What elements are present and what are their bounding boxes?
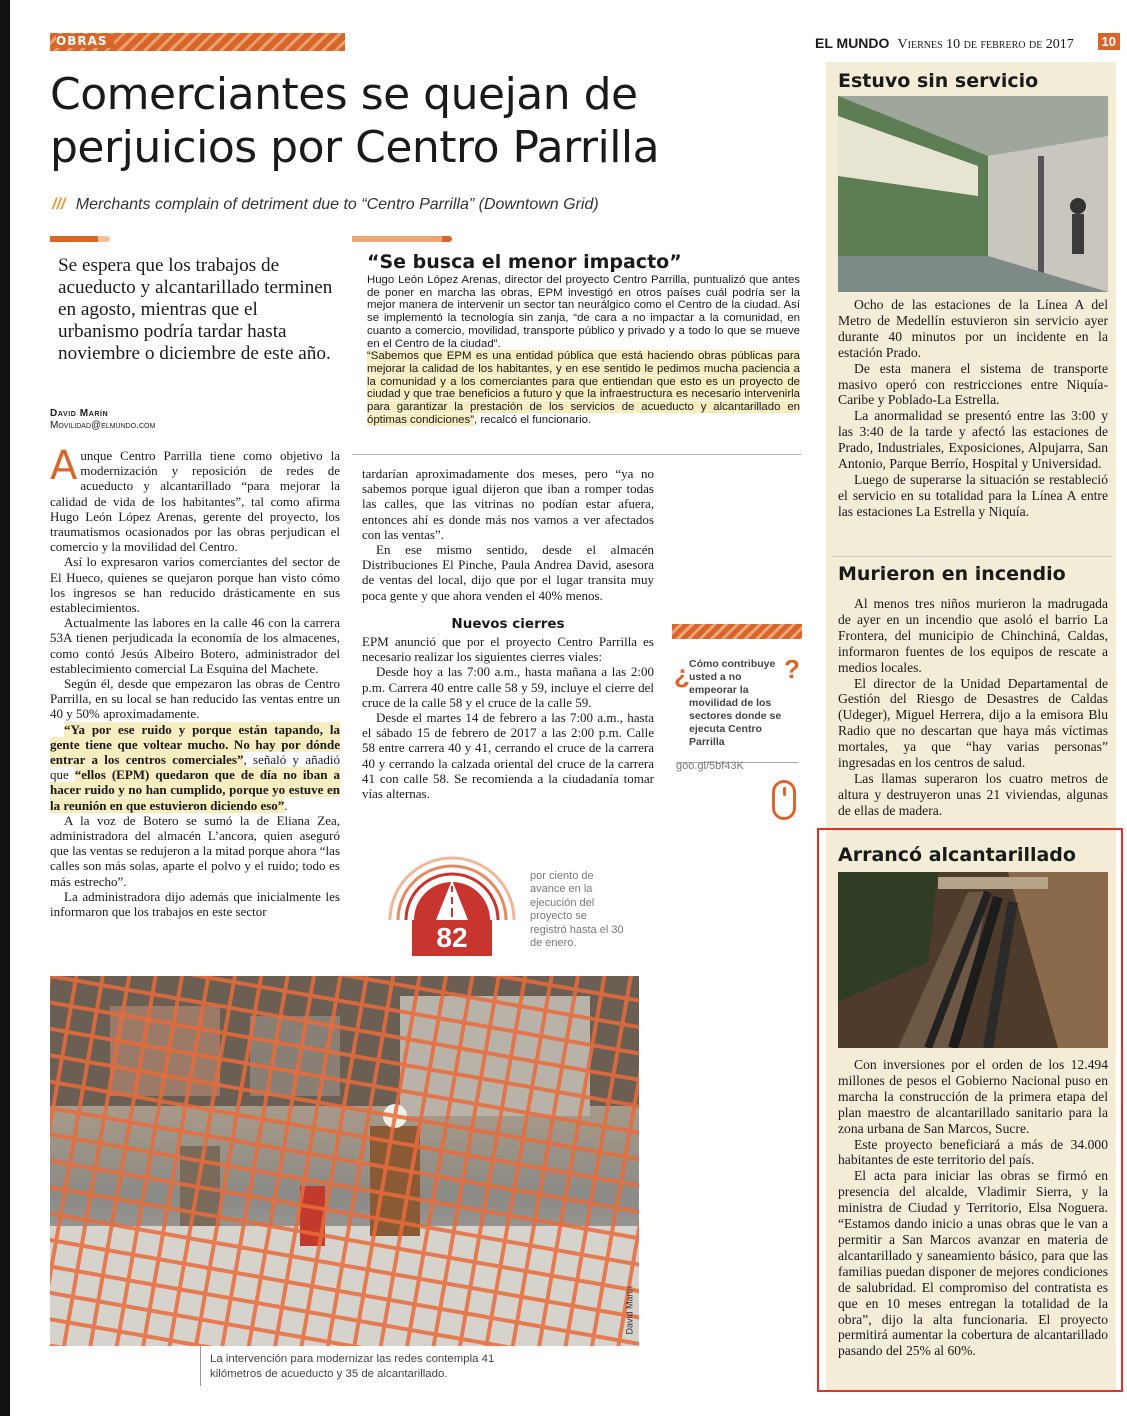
- metro-illustration: [838, 96, 1108, 292]
- quote-bold-2: “ellos (EPM) quedaron que de día no iban a hacer ruido y no han cumplido, porque yo estuve en la reunión en que estuvieron diciendo eso”: [50, 767, 340, 813]
- construction-photo: [50, 976, 639, 1346]
- subtitle-text: Merchants complain of detriment due to “Centro Parrilla” (Downtown Grid): [75, 196, 599, 213]
- photo-credit: David Marín: [625, 1286, 635, 1335]
- progress-text: por ciento de avance en la ejecución del proyecto se registró hasta el 30 de enero.: [530, 870, 624, 950]
- quote-bold: “Ya por ese ruido y porque están tapando, la gente tiene que voltear mucho. No hay por dónde entrar a los centros comerciales”: [50, 721, 340, 768]
- headline-line-2: perjuicios por Centro Parrilla: [50, 122, 660, 173]
- paragraph: Así lo expresaron varios comerciantes del sector de El Hueco, quienes se quejaron porque han visto cómo los ingresos se han reducido drásticamente en sus establecimientos.: [50, 554, 340, 616]
- sidebar-title-2: Murieron en incendio: [838, 563, 1066, 585]
- paragraph: De esta manera el sistema de transporte masivo operó con restricciones entre Niquía-Caribe y Poblado-La Estrella.: [838, 360, 1108, 408]
- section-tag: [50, 33, 345, 51]
- caption-rule: [200, 1346, 201, 1386]
- sidebar-title-3: Arrancó alcantarillado: [838, 844, 1076, 866]
- byline: [50, 408, 320, 431]
- poll-box: [672, 624, 802, 834]
- page-edge: [0, 0, 10, 1416]
- progress-value: 82: [436, 922, 468, 953]
- subtitle: [52, 196, 812, 214]
- poll-question: Cómo contribuye usted a no empeorar la movilidad de los sectores donde se ejecuta Centro Parrilla: [689, 658, 782, 748]
- paragraph: Según él, desde que empezaron las obras de Centro Parrilla, en su local se han reducido las ventas entre un 40 y 50% aproximadamente.: [50, 676, 340, 722]
- impact-box: [352, 251, 800, 426]
- paragraph-text: unque Centro Parrilla tiene como objetivo la modernización y reposición de redes de acueducto y alcantarillado “para mejorar la calidad de vida de los habitantes”, tal como afirma Hugo León López Arenas, gerente del proyecto, los traumatismos ocasionados por las obras perjudican el comercio y la movilidad del Centro.: [50, 448, 340, 555]
- headline: [50, 68, 820, 174]
- paragraph: El acta para iniciar las obras se firmó en presencia del alcalde, Vladimir Sierra, y la ministra de Ciudad y Territorio, Elsa Noguera. “Estamos dando inicio a unas obras que le van a permitir a San Marcos avanzar en materia de alcantarillado y saneamiento básico, para que las familias puedan disponer de mejores condiciones de salubridad. El compromiso del contratista es que en 10 meses entregan la totalidad de la obra”, dijo la alta funcionaria. El proyecto permitirá aumentar la cobertura de alcantarillado pasando del 25% al 60%.: [838, 1168, 1108, 1359]
- paragraph: Actualmente las labores en la calle 46 con la carrera 53A tienen perjudicada la economía de los almacenes, como contó Jesús Albeiro Botero, administrador del establecimiento comercial La Esquina del Machete.: [50, 615, 340, 676]
- impact-box-quote: “Sabemos que EPM es una entidad pública que está haciendo obras públicas para mejorar la calidad de los habitantes, y en ese sentido le pedimos mucha paciencia a la comunidad y a los comerciantes para que entiendan que esto es un proyecto de ciudad y que trae beneficios a futuro y que la infraestructura es necesario intervenirla para garantizar la prestación de los servicios de acueducto y alcantarillado en óptimas condiciones”: [367, 350, 800, 426]
- drop-cap: A: [50, 443, 78, 489]
- poll-open-mark: ¿: [674, 659, 690, 689]
- paragraph: Este proyecto beneficiará a más de 34.000 habitantes de este territorio del país.: [838, 1136, 1108, 1168]
- paragraph: [50, 443, 340, 555]
- impact-box-title: “Se busca el menor impacto”: [367, 251, 682, 273]
- paragraph: A la voz de Botero se sumó la de Eliana Zea, administradora del almacén L’ancora, quien aseguró que las ventas se redujeron a la mitad porque ahora “las calles son más solas, aparte el polvo y el ruido; todo es más estrecho”.: [50, 812, 340, 889]
- sidebar-body-3: [838, 1057, 1108, 1359]
- author-email: Movilidad@elmundo.com: [50, 420, 156, 431]
- poll-close-mark: ?: [784, 654, 800, 684]
- paragraph: Ocho de las estaciones de la Línea A del Metro de Medellín estuvieron sin servicio ayer durante 40 minutos por un incidente en la estación Prado.: [838, 297, 1108, 360]
- photo-caption: La intervención para modernizar las redes contempla 41 kilómetros de acueducto y 35 de alcantarillado.: [210, 1353, 495, 1380]
- paragraph: Con inversiones por el orden de los 12.494 millones de pesos el Gobierno Nacional puso en marcha la construcción de la primera etapa del plan maestro de alcantarillado sanitario para la zona urbana de San Marcos, Sucre.: [838, 1057, 1108, 1136]
- masthead: [815, 33, 1120, 53]
- quote-paragraph: [50, 722, 340, 813]
- paragraph: El director de la Unidad Departamental de Gestión del Riesgo de Desastres de Caldas (Udeger), Miguel Herrera, dijo a la emisora Blu Radio que no descartan que haya más víctimas mortales, ya que “hay varias personas” ingresadas en los centros de salud.: [838, 675, 1108, 771]
- paragraph: En ese mismo sentido, desde el almacén Distribuciones El Pinche, Paula Andrea David, asesora de ventas del local, dijo que por el lugar transita muy poca gente y que ahora venden el 40% menos.: [362, 542, 654, 603]
- divider: [352, 454, 802, 455]
- pencil-icon: [50, 236, 110, 242]
- paragraph: EPM anunció que por el proyecto Centro Parrilla es necesario realizar los siguientes cierres viales:: [362, 634, 654, 665]
- paragraph: La administradora dijo además que inicialmente les informaron que los trabajos en este sector: [50, 888, 340, 920]
- poll-link[interactable]: goo.gl/5bf43K: [676, 760, 744, 772]
- subheading: Nuevos cierres: [451, 615, 565, 632]
- quote-mid: , señaló y añadió que: [50, 752, 340, 783]
- progress-stat: [382, 842, 522, 957]
- author-name: David Marín: [50, 408, 109, 419]
- paragraph: Al menos tres niños murieron la madrugada de ayer en un incendio que asoló el barrio La Frontera, del municipio de Chinchiná, Caldas, informaron fuentes de los equipos de rescate a medios locales.: [838, 596, 1108, 675]
- quote-end: .: [284, 797, 288, 813]
- sidebar-body-1: [838, 297, 1108, 520]
- photo-illustration: [50, 976, 639, 1346]
- metro-photo: [838, 96, 1108, 292]
- sidebar-title-1: Estuvo sin servicio: [838, 70, 1039, 92]
- divider: [832, 556, 1112, 557]
- sidebar-body-2: [838, 596, 1108, 819]
- paragraph: Desde hoy a las 7:00 a.m., hasta mañana a las 2:00 p.m. Carrera 40 entre calle 58 y 59, incluye el cierre del cruce de la calle 58 y el cruce de la calle 59.: [362, 664, 654, 710]
- subtitle-marks: ///: [52, 196, 66, 213]
- impact-box-quote-end: , recalcó el funcionario.: [474, 413, 592, 426]
- poll-header-bar: [672, 624, 802, 639]
- page-number: 10: [1098, 33, 1120, 50]
- paragraph: Luego de superarse la situación se restableció el servicio en su totalidad para la Línea A entre las estaciones La Estrella y Niquía.: [838, 471, 1108, 519]
- headline-line-1: Comerciantes se quejan de: [50, 69, 638, 120]
- section-label: OBRAS: [56, 34, 114, 48]
- sewer-photo: [838, 872, 1108, 1048]
- issue-date: Viernes 10 de febrero de 2017: [897, 37, 1074, 52]
- mouse-icon: [772, 780, 796, 820]
- article-column-1: [50, 443, 340, 920]
- paragraph: tardarían aproximadamente dos meses, pero “ya no sabemos porque igual dijeron que iban a romper todas las calles, que las vitrinas no podían estar afuera, entonces ahí es donde más nos vamos a ver afectados con las ventas”.: [362, 466, 654, 542]
- paragraph: Desde el martes 14 de febrero a las 7:00 a.m., hasta el sábado 15 de febrero de 2017 a las 2:00 p.m. Calle 58 entre carrera 40 y 41, cerrando el cruce de la carrera 40 y cerrando la calzada oriental del cruce de la carrera 41 con calle 58. Se recomienda a la ciudadanía tomar vías alternas.: [362, 710, 654, 802]
- paragraph: Las llamas superaron los cuatro metros de altura y destruyeron unas 21 viviendas, algunas de ellas de madera.: [838, 770, 1108, 818]
- sewer-illustration: [838, 872, 1108, 1048]
- article-column-2: [362, 466, 654, 801]
- lead-paragraph: Se espera que los trabajos de acueducto y alcantarillado terminen en agosto, mientras que el urbanismo podría tardar hasta noviembre o diciembre de este año.: [58, 255, 333, 364]
- paragraph: La anormalidad se presentó entre las 3:00 y las 3:40 de la tarde y afectó las estaciones de Prado, Industriales, Exposiciones, Alpujarra, San Antonio, Parque Berrío, Hospital y Universidad.: [838, 408, 1108, 472]
- pencil-icon: [352, 236, 452, 242]
- impact-box-p1: Hugo León López Arenas, director del proyecto Centro Parrilla, puntualizó que antes de poner en marcha las obras, EPM investigó en otros países cuál podría ser la mejor manera de intervenir un sector tan neurálgico como el Centro de la ciudad. Así se implementó la tecnología sin zanja, “de cara a no impactar a la comunidad, en cuanto a comercio, movilidad, transporte público y privado y a todo lo que se mueve en el Centro de la ciudad”.: [367, 274, 800, 350]
- newspaper-name: EL MUNDO: [815, 35, 890, 51]
- impact-box-body: [367, 274, 800, 426]
